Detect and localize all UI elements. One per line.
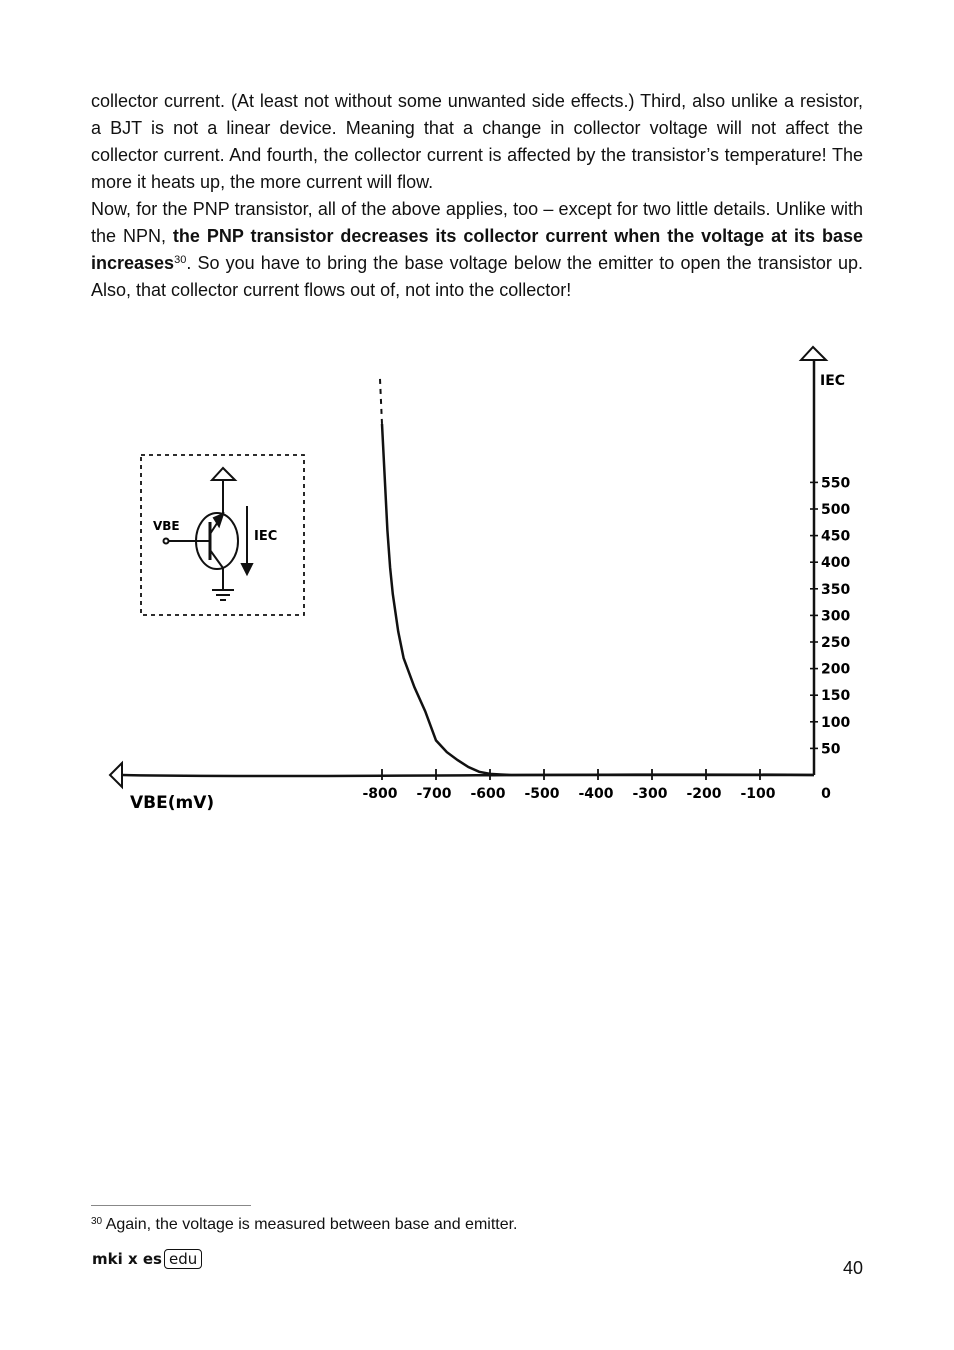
x-tick-label: -600	[470, 786, 506, 802]
x-axis-arrow	[110, 763, 122, 787]
x-axis-label: VBE(mV)	[130, 793, 215, 813]
y-tick-label: 550	[821, 475, 851, 492]
x-tick-label: -300	[632, 786, 668, 802]
y-axis-arrow	[801, 347, 826, 360]
footnote-rule	[91, 1205, 251, 1206]
x-tick-label: -700	[416, 786, 452, 802]
iec-curve-dashed-extension	[380, 379, 382, 424]
pnp-transfer-figure	[0, 330, 954, 830]
inset-vbe-label: VBE	[153, 519, 180, 533]
logo-edu-box: edu	[164, 1249, 202, 1269]
y-ticks	[810, 475, 850, 757]
y-tick-label: 450	[821, 528, 851, 545]
footnote-number: 30	[91, 1216, 103, 1227]
x-tick-label: -500	[524, 786, 560, 802]
paragraph-2-intro: Now, for the PNP transistor, all of the above applies, too – except for two little details. Unlike with the NPN,	[91, 199, 863, 246]
iec-curve	[382, 424, 814, 775]
transistor-inset	[141, 455, 304, 615]
y-tick-label: 500	[821, 502, 851, 518]
page-number: 40	[842, 1258, 863, 1278]
y-tick-label: 150	[821, 688, 851, 705]
footnote-text: Again, the voltage is measured between base and emitter.	[102, 1216, 518, 1233]
inset-iec-label: IEC	[254, 529, 278, 544]
base-terminal	[164, 539, 169, 544]
y-axis-label: IEC	[820, 373, 846, 389]
current-arrowhead	[242, 564, 252, 574]
body-text	[91, 88, 863, 304]
x-tick-label: -800	[362, 786, 398, 802]
collector-diag	[210, 550, 223, 568]
y-tick-label: 100	[821, 714, 851, 731]
paragraph-2-bold: the PNP transistor decreases its collector current when the voltage at its base increases	[91, 226, 863, 273]
logo-text: mki x es	[92, 1250, 162, 1268]
publisher-logo	[92, 1249, 202, 1269]
supply-arrow	[212, 468, 235, 480]
paragraph-1: collector current. (At least not without some unwanted side effects.) Third, also unlike a resistor, a BJT is not a linear device. Meaning that a change in collector voltage will not affect the collector current. And fourth, the collector current is affected by the transistor’s temperature! The more it heats up, the more current will flow.	[91, 91, 863, 192]
x-tick-label: -400	[578, 786, 614, 802]
y-tick-label: 350	[821, 581, 851, 598]
axes	[110, 347, 826, 787]
paragraph-2	[91, 196, 863, 304]
x-tick-label: -100	[740, 786, 776, 802]
y-tick-label: 400	[821, 555, 851, 572]
y-tick-label: 250	[821, 635, 851, 651]
footnote-ref[interactable]: 30	[174, 254, 187, 266]
paragraph-2-rest: . So you have to bring the base voltage below the emitter to open the transistor up. Also, that collector current flows out of, not into the collector!	[91, 253, 863, 300]
y-tick-label: 200	[821, 661, 851, 678]
x-tick-label: 0	[821, 786, 831, 802]
x-tick-label: -200	[686, 786, 722, 802]
y-tick-label: 300	[821, 608, 851, 625]
footnote	[91, 1216, 518, 1234]
y-tick-label: 50	[821, 741, 841, 758]
